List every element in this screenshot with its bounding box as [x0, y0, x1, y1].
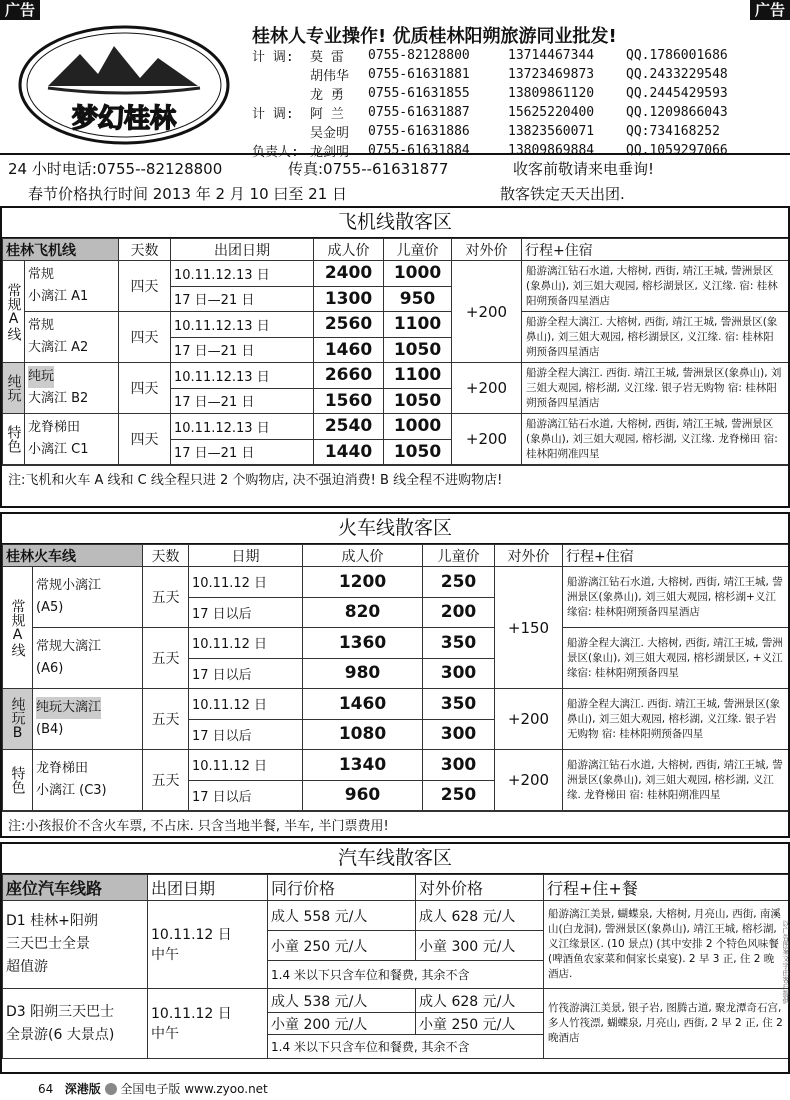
- adult-price: 1300: [314, 286, 384, 312]
- departure-date: 17 日以后: [189, 719, 303, 750]
- route-name: [25, 363, 119, 414]
- ad-tag-right: 广告: [750, 0, 790, 20]
- side-note: 以广告图案文字由客户提供: [782, 920, 790, 1004]
- external-price: +200: [452, 414, 522, 465]
- itinerary: 船游全程大漓江. 西街. 靖江王城, 訾洲景区(象鼻山), 刘三姐大观园, 榕杉湖, 义江缘. 银子岩无购物 宿: 桂林阳朔预备四星酒店: [522, 363, 789, 414]
- child-price: 200: [423, 597, 495, 628]
- price-period: 春节价格执行时间 2013 年 2 月 10 曰至 21 日: [28, 185, 348, 203]
- bus-remark: 1.4 米以下只含车位和餐费, 其余不含: [268, 961, 544, 989]
- column-header: 出团日期: [171, 239, 314, 261]
- table-row: [3, 750, 789, 781]
- logo-icon: [18, 24, 230, 146]
- adult-price: 2560: [314, 312, 384, 338]
- bus-date-line: 中午: [151, 946, 179, 963]
- adult-price: 2400: [314, 261, 384, 287]
- bus-route-name: [3, 901, 148, 989]
- column-header: 天数: [143, 545, 189, 567]
- departure-date: 10.11.12.13 日: [171, 363, 314, 389]
- external-price: +200: [452, 363, 522, 414]
- departure-date: 10.11.12.13 日: [171, 261, 314, 287]
- header-row: [3, 875, 789, 901]
- column-header: 对外价: [495, 545, 563, 567]
- child-price: 350: [423, 689, 495, 720]
- header: [0, 0, 790, 160]
- column-header: 天数: [119, 239, 171, 261]
- departure-date: 10.11.12 日: [189, 750, 303, 781]
- column-header: 对外价格: [416, 875, 544, 901]
- bus-title: 汽车线散客区: [2, 844, 788, 874]
- departure-date: 10.11.12.13 日: [171, 414, 314, 440]
- bus-route-line: D3 阳朔三天巴士: [6, 1003, 115, 1020]
- column-header: 儿童价: [384, 239, 452, 261]
- contact-row: [252, 46, 772, 65]
- fax: 传真:0755--61631877: [288, 160, 449, 178]
- route-name: [33, 689, 143, 750]
- page-number: 64: [38, 1082, 54, 1096]
- contact-mobile: 13809861120: [508, 86, 595, 101]
- contact-mobile: 13714467344: [508, 48, 595, 63]
- table-row: [3, 567, 789, 598]
- departure-date: 10.11.12 日: [189, 628, 303, 659]
- external-price: +150: [495, 567, 563, 689]
- contact-row: [252, 103, 772, 122]
- route-days: 四天: [119, 261, 171, 312]
- contact-mobile: 15625220400: [508, 105, 595, 120]
- route-name: [33, 628, 143, 689]
- child-price: 1100: [384, 363, 452, 389]
- bus-route-line: 超值游: [6, 959, 48, 975]
- table-row: [3, 414, 789, 440]
- route-category: 常规A线: [3, 261, 25, 363]
- bus-route-line: 全景游(6 大景点): [6, 1026, 115, 1043]
- route-name-line: 常规小漓江: [36, 578, 102, 593]
- departure-date: 17 日—21 日: [171, 439, 314, 465]
- departure-date: 10.11.12 日: [189, 689, 303, 720]
- column-header: 桂林火车线: [3, 545, 143, 567]
- bus-date: [148, 989, 268, 1059]
- external-price: +200: [495, 689, 563, 750]
- site: 全国电子版 www.zyoo.net: [120, 1082, 268, 1096]
- column-header: 儿童价: [423, 545, 495, 567]
- contact-qq: QQ:734168252: [626, 124, 720, 139]
- departure-date: 17 日—21 日: [171, 286, 314, 312]
- footer-badge-icon: [105, 1083, 117, 1095]
- peer-adult-price: 成人 538 元/人: [268, 989, 416, 1013]
- table-row: [3, 312, 789, 338]
- child-price: 1050: [384, 388, 452, 414]
- contact-qq: QQ.1209866043: [626, 105, 728, 120]
- logo-text: 梦幻桂林: [71, 104, 177, 134]
- adult-price: 1560: [314, 388, 384, 414]
- bus-section: [0, 842, 790, 1074]
- contact-name: 吴金明: [310, 126, 350, 141]
- peer-child-price: 小童 250 元/人: [268, 931, 416, 961]
- column-header: 成人价: [303, 545, 423, 567]
- daily-departure: 散客铁定天天出团.: [500, 185, 625, 203]
- route-code: (B4): [36, 722, 64, 737]
- route-code: (A5): [36, 600, 64, 615]
- headline: 桂林人专业操作! 优质桂林阳朔旅游同业批发!: [252, 26, 617, 47]
- header-row: [3, 239, 789, 261]
- contact-mobile: 13809869884: [508, 143, 595, 158]
- contact-role: 计 调:: [252, 107, 294, 122]
- contact-tel: 0755-61631855: [368, 86, 470, 101]
- column-header: 成人价: [314, 239, 384, 261]
- route-days: 五天: [143, 628, 189, 689]
- bus-table: [2, 874, 789, 1059]
- air-section: [0, 206, 790, 508]
- bus-date-line: 10.11.12 日: [151, 926, 232, 943]
- peer-child-price: 小童 200 元/人: [268, 1013, 416, 1035]
- bus-route-name: [3, 989, 148, 1059]
- departure-date: 10.11.12 日: [189, 567, 303, 598]
- departure-date: 17 日以后: [189, 597, 303, 628]
- route-name: [33, 567, 143, 628]
- peer-adult-price: 成人 558 元/人: [268, 901, 416, 931]
- route-name: [25, 261, 119, 312]
- contact-tel: 0755-61631886: [368, 124, 470, 139]
- air-title: 飞机线散客区: [2, 208, 788, 238]
- hotline: 24 小时电话:0755--82128800: [8, 160, 223, 178]
- column-header: 出团日期: [148, 875, 268, 901]
- itinerary: 船游漓江钻石水道, 大榕树, 西街, 靖江王城, 訾洲景区(象鼻山), 刘三姐大观园, 榕杉湖, 义江缘. 龙脊梯田 宿: 桂林阳朔准四星: [522, 414, 789, 465]
- route-name: [33, 750, 143, 811]
- contact-row: [252, 84, 772, 103]
- route-days: 五天: [143, 750, 189, 811]
- bus-date-line: 中午: [151, 1025, 179, 1042]
- column-header: 行程+住宿: [522, 239, 789, 261]
- air-note: 注:飞机和火车 A 线和 C 线全程只进 2 个购物店, 决不强迫消费! B 线全程不进购物店!: [2, 465, 788, 491]
- edition: 深港版: [64, 1082, 101, 1096]
- departure-date: 17 日以后: [189, 780, 303, 811]
- route-name-line: 龙脊梯田: [28, 420, 81, 435]
- route-code: 大漓江 A2: [28, 340, 89, 355]
- child-price: 300: [423, 750, 495, 781]
- route-code: (A6): [36, 661, 64, 676]
- route-name: [25, 414, 119, 465]
- bus-route-line: 三天巴士全景: [6, 936, 90, 952]
- route-name: [25, 312, 119, 363]
- period-row: [28, 183, 728, 204]
- external-price: +200: [452, 261, 522, 363]
- adult-price: 2540: [314, 414, 384, 440]
- route-name-line: 常规: [28, 318, 55, 333]
- air-table: [2, 238, 789, 465]
- adult-price: 1200: [303, 567, 423, 598]
- contact-tel: 0755-61631887: [368, 105, 470, 120]
- column-header: 座位汽车线路: [3, 875, 148, 901]
- table-row: [3, 989, 789, 1013]
- column-header: 同行价格: [268, 875, 416, 901]
- column-header: 日期: [189, 545, 303, 567]
- child-price: 950: [384, 286, 452, 312]
- child-price: 300: [423, 658, 495, 689]
- table-row: [3, 628, 789, 659]
- adult-price: 2660: [314, 363, 384, 389]
- train-section: [0, 512, 790, 838]
- child-price: 1050: [384, 439, 452, 465]
- child-price: 1000: [384, 261, 452, 287]
- route-code: 小漓江 (C3): [36, 783, 107, 798]
- child-price: 1000: [384, 414, 452, 440]
- route-code: 大漓江 B2: [28, 391, 89, 406]
- ext-adult-price: 成人 628 元/人: [416, 901, 544, 931]
- contact-qq: QQ.1059297066: [626, 143, 728, 158]
- itinerary: 船游全程大漓江. 大榕树, 西街, 靖江王城, 訾洲景区(象山), 刘三姐大观园, 榕杉湖景区, +义江缘宿: 桂林阳朔预备四星: [563, 628, 789, 689]
- contact-role: 负责人:: [252, 145, 299, 160]
- contact-tel: 0755-82128800: [368, 48, 470, 63]
- train-table: [2, 544, 789, 811]
- hotline-row: [8, 158, 655, 179]
- column-header: 对外价: [452, 239, 522, 261]
- child-price: 300: [423, 719, 495, 750]
- contact-row: [252, 65, 772, 84]
- adult-price: 1360: [303, 628, 423, 659]
- route-days: 五天: [143, 689, 189, 750]
- child-price: 1100: [384, 312, 452, 338]
- train-note: 注:小孩报价不含火车票, 不占床. 只含当地半餐, 半车, 半门票费用!: [2, 811, 788, 837]
- route-category: 常规A线: [3, 567, 33, 689]
- itinerary: 船游全程大漓江. 西街. 靖江王城, 訾洲景区(象鼻山), 刘三姐大观园, 榕杉湖, 义江缘. 银子岩无购物 宿: 桂林阳朔预备四星: [563, 689, 789, 750]
- departure-date: 10.11.12.13 日: [171, 312, 314, 338]
- route-days: 四天: [119, 312, 171, 363]
- child-price: 250: [423, 567, 495, 598]
- adult-price: 960: [303, 780, 423, 811]
- header-row: [3, 545, 789, 567]
- route-category: 特色: [3, 414, 25, 465]
- bus-itinerary: 船游漓江美景, 蝴蝶泉, 大榕树, 月亮山, 西街, 南溪山(白龙洞), 訾洲景区(象鼻山), 靖江王城, 榕杉湖, 义江缘景区. (10 景点) (其中安排 2 个特色风味餐(啤酒鱼农家菜和侗家长桌宴). 2 早 3 正, 住 2 晚酒店.: [544, 901, 789, 989]
- contact-tel: 0755-61631881: [368, 67, 470, 82]
- contact-qq: QQ.1786001686: [626, 48, 728, 63]
- route-name-line: 纯玩大漓江: [36, 697, 101, 719]
- itinerary: 船游漓江钻石水道, 大榕树, 西街, 靖江王城, 訾洲景区(象鼻山), 刘三姐大观园, 榕杉湖, 义江缘. 龙脊梯田 宿: 桂林阳朔准四星: [563, 750, 789, 811]
- departure-date: 17 日—21 日: [171, 337, 314, 363]
- contact-name: 莫 雷: [310, 50, 344, 65]
- route-days: 五天: [143, 567, 189, 628]
- bus-date-line: 10.11.12 日: [151, 1005, 232, 1022]
- child-price: 1050: [384, 337, 452, 363]
- contact-name: 阿 兰: [310, 107, 344, 122]
- route-name-line: 常规大漓江: [36, 639, 102, 654]
- contact-name: 龙 勇: [310, 88, 344, 103]
- adult-price: 1340: [303, 750, 423, 781]
- contact-name: 龙剑明: [310, 145, 350, 160]
- contact-row: [252, 122, 772, 141]
- adult-price: 1460: [303, 689, 423, 720]
- route-name-line: 常规: [28, 267, 55, 282]
- table-row: [3, 261, 789, 287]
- adult-price: 980: [303, 658, 423, 689]
- adult-price: 1460: [314, 337, 384, 363]
- external-price: +200: [495, 750, 563, 811]
- contact-mobile: 13823560071: [508, 124, 595, 139]
- contact-qq: QQ.2445429593: [626, 86, 728, 101]
- bus-route-line: D1 桂林+阳朔: [6, 913, 98, 929]
- bus-remark: 1.4 米以下只含车位和餐费, 其余不含: [268, 1035, 544, 1059]
- route-days: 四天: [119, 363, 171, 414]
- ad-tag-left: 广告: [0, 0, 40, 20]
- footer: [38, 1080, 268, 1097]
- column-header: 行程+住+餐: [544, 875, 789, 901]
- adult-price: 820: [303, 597, 423, 628]
- route-code: 小漓江 C1: [28, 442, 89, 457]
- departure-date: 17 日以后: [189, 658, 303, 689]
- itinerary: 船游漓江钻石水道, 大榕树, 西街, 靖江王城, 訾洲景区(象鼻山), 刘三姐大观园, 榕杉湖景区, 义江缘. 宿: 桂林阳朔预备四星酒店: [522, 261, 789, 312]
- table-row: [3, 689, 789, 720]
- route-code: 小漓江 A1: [28, 289, 89, 304]
- contact-table: [252, 46, 772, 160]
- route-days: 四天: [119, 414, 171, 465]
- contact-mobile: 13723469873: [508, 67, 595, 82]
- bus-date: [148, 901, 268, 989]
- route-category: 纯玩B: [3, 689, 33, 750]
- contact-name: 胡伟华: [310, 69, 350, 84]
- contact-qq: QQ.2433229548: [626, 67, 728, 82]
- table-row: [3, 363, 789, 389]
- route-name-line: 龙脊梯田: [36, 761, 89, 776]
- column-header: 桂林飞机线: [3, 239, 119, 261]
- adult-price: 1440: [314, 439, 384, 465]
- route-category: 纯玩: [3, 363, 25, 414]
- child-price: 250: [423, 780, 495, 811]
- ext-child-price: 小童 300 元/人: [416, 931, 544, 961]
- contact-role: [252, 122, 310, 141]
- departure-date: 17 日—21 日: [171, 388, 314, 414]
- contact-role: [252, 65, 310, 84]
- contact-role: 计 调:: [252, 50, 294, 65]
- itinerary: 船游漓江钻石水道, 大榕树, 西街, 靖江王城, 訾洲景区(象鼻山), 刘三姐大观园, 榕杉湖+义江缘宿: 桂林阳朔预备四星酒店: [563, 567, 789, 628]
- contact-role: [252, 84, 310, 103]
- column-header: 行程+住宿: [563, 545, 789, 567]
- route-name-line: 纯玩: [28, 366, 54, 388]
- itinerary: 船游全程大漓江. 大榕树, 西街, 靖江王城, 訾洲景区(象鼻山), 刘三姐大观园, 榕杉湖景区, 义江缘. 宿: 桂林阳朔预备四星酒店: [522, 312, 789, 363]
- ext-child-price: 小童 250 元/人: [416, 1013, 544, 1035]
- adult-price: 1080: [303, 719, 423, 750]
- table-row: [3, 901, 789, 931]
- child-price: 350: [423, 628, 495, 659]
- train-title: 火车线散客区: [2, 514, 788, 544]
- contact-tel: 0755-61631884: [368, 143, 470, 158]
- receive-note: 收客前敬请来电垂询!: [513, 160, 655, 178]
- ext-adult-price: 成人 628 元/人: [416, 989, 544, 1013]
- route-category: 特色: [3, 750, 33, 811]
- bus-itinerary: 竹筏游漓江美景, 银子岩, 图腾古道, 聚龙潭奇石宫, 多人竹筏漂, 蝴蝶泉, 月亮山, 西街, 2 早 2 正, 住 2 晚酒店: [544, 989, 789, 1059]
